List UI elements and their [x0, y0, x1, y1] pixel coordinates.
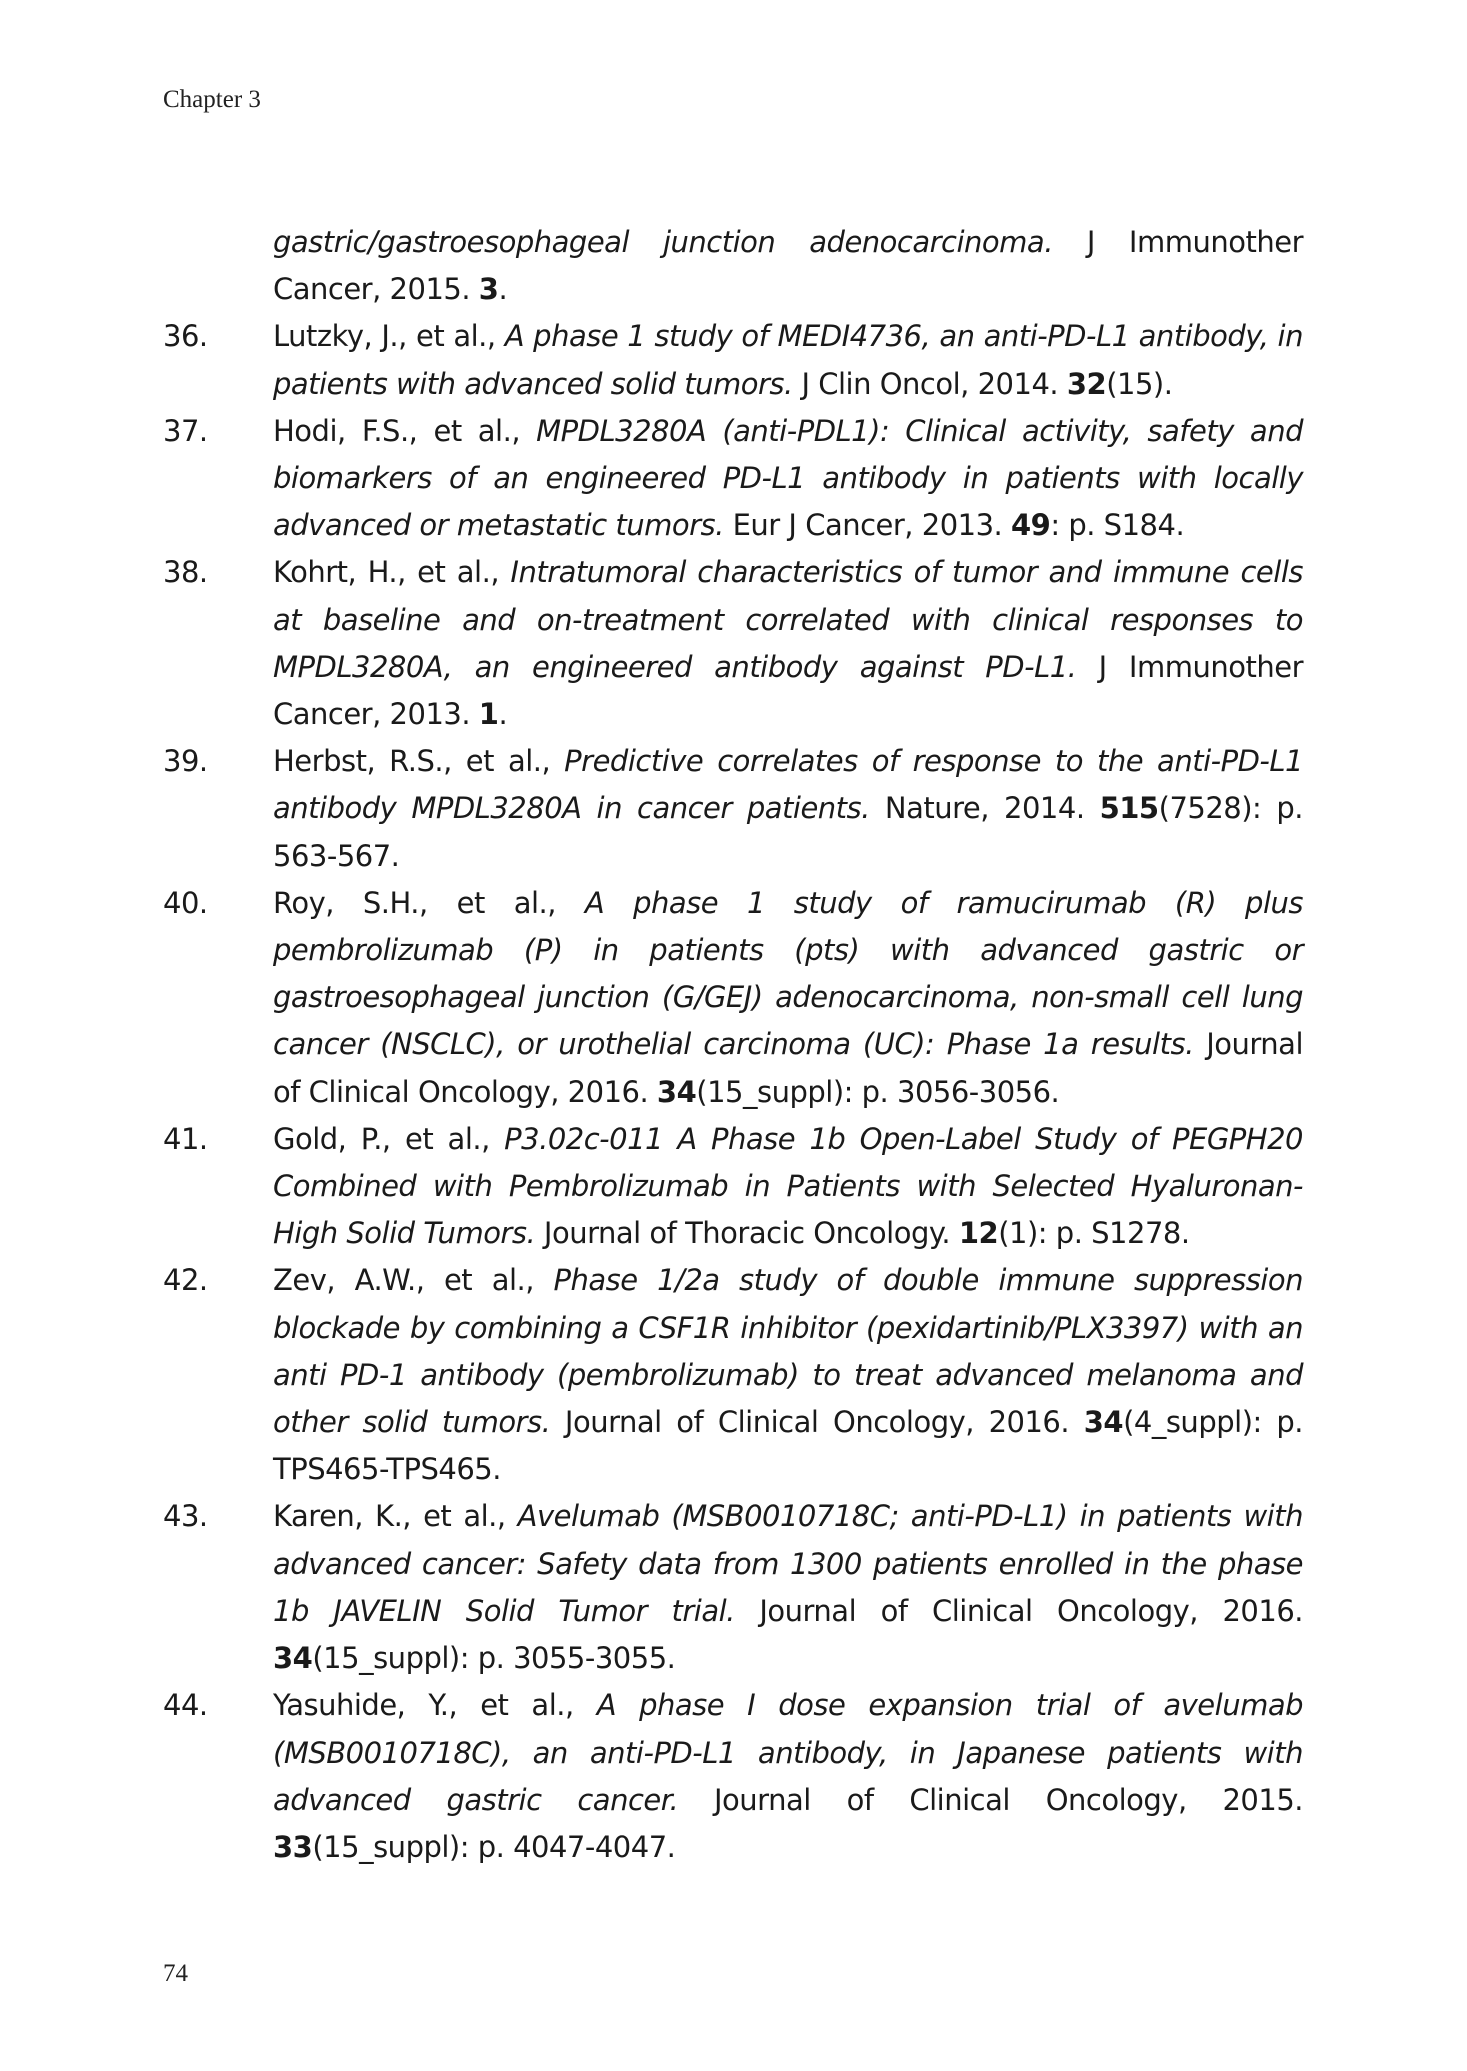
reference-text: [273, 1257, 1303, 1493]
reference-source: J Immunother Cancer, 2015.: [273, 225, 1303, 307]
reference-volume: 33: [273, 1829, 313, 1864]
reference-text: [273, 738, 1303, 880]
reference-text: [273, 1493, 1303, 1682]
reference-source: Journal of Clinical Oncology, 2015.: [678, 1782, 1303, 1817]
reference-source: J Immunother Cancer, 2013.: [273, 649, 1303, 732]
reference-number: 38.: [163, 555, 208, 590]
reference-item: [163, 738, 1303, 880]
reference-authors: Zev, A.W., et al.,: [273, 1263, 554, 1298]
reference-title: A phase 1 study of ramucirumab (R) plus pembrolizumab (P) in patients (pts) with advanced gastric or gastroesophageal junction (G/GEJ) adenocarcinoma, non-small cell lung cancer (NSCLC), or urothelial carcinoma (UC): Phase 1a results.: [273, 885, 1303, 1062]
reference-text: [273, 313, 1303, 407]
reference-number: 39.: [163, 744, 208, 779]
reference-item: [163, 313, 1303, 407]
reference-volume: 34: [1083, 1405, 1124, 1440]
reference-volume: 32: [1066, 366, 1107, 401]
reference-source: Journal of Clinical Oncology, 2016.: [550, 1405, 1084, 1440]
reference-pages: (15).: [1106, 366, 1173, 401]
reference-authors: Kohrt, H., et al.,: [273, 555, 511, 590]
reference-item: [163, 549, 1303, 738]
running-head: Chapter 3: [163, 86, 261, 113]
reference-title: Predictive correlates of response to the anti-PD-L1 antibody MPDL3280A in cancer patients.: [273, 744, 1303, 826]
reference-pages: : p. S184.: [1050, 508, 1185, 543]
reference-volume: 515: [1099, 791, 1159, 826]
reference-authors: Roy, S.H., et al.,: [273, 885, 585, 920]
reference-pages: (15_suppl): p. 3056-3056.: [696, 1074, 1060, 1109]
reference-item: [163, 880, 1303, 1116]
reference-number: 37.: [163, 413, 208, 448]
reference-authors: Gold, P., et al.,: [273, 1121, 505, 1156]
reference-list: [163, 219, 1303, 1871]
reference-source: Nature, 2014.: [869, 791, 1100, 826]
reference-title: Phase 1/2a study of double immune suppression blockade by combining a CSF1R inhibitor (pexidartinib/PLX3397) with an anti PD-1 antibody (pembrolizumab) to treat advanced melanoma and other solid tumors.: [273, 1263, 1303, 1440]
reference-authors: Yasuhide, Y., et al.,: [273, 1688, 597, 1723]
reference-text: [273, 408, 1303, 550]
reference-pages: (15_suppl): p. 4047-4047.: [312, 1829, 676, 1864]
reference-text: [273, 1116, 1303, 1258]
reference-item: [163, 408, 1303, 550]
reference-item: [163, 1257, 1303, 1493]
reference-source: Journal of Clinical Oncology, 2016.: [734, 1593, 1303, 1628]
reference-text: [273, 880, 1303, 1116]
reference-volume: 3: [478, 272, 499, 307]
reference-pages: .: [498, 272, 508, 307]
reference-authors: Herbst, R.S., et al.,: [273, 744, 565, 779]
reference-item: [163, 1493, 1303, 1682]
reference-title: A phase 1 study of MEDI4736, an anti-PD-L1 antibody, in patients with advanced solid tumors.: [273, 319, 1303, 401]
reference-number: 40.: [163, 885, 208, 920]
reference-authors: Karen, K., et al.,: [273, 1499, 518, 1534]
reference-pages: (15_suppl): p. 3055-3055.: [312, 1641, 676, 1676]
reference-volume: 1: [478, 697, 499, 732]
reference-number: 44.: [163, 1688, 208, 1723]
reference-title: MPDL3280A (anti-PDL1): Clinical activity, safety and biomarkers of an engineered PD-L1 antibody in patients with locally advanced or metastatic tumors.: [273, 413, 1303, 543]
reference-source: Eur J Cancer, 2013.: [723, 508, 1011, 543]
reference-title: Avelumab (MSB0010718C; anti-PD-L1) in patients with advanced cancer: Safety data from 1300 patients enrolled in the phase 1b JAVELIN Solid Tumor trial.: [273, 1499, 1303, 1628]
reference-volume: 34: [656, 1074, 697, 1109]
reference-authors: Hodi, F.S., et al.,: [273, 413, 537, 448]
reference-source: Journal of Thoracic Oncology.: [535, 1216, 959, 1251]
reference-number: 43.: [163, 1499, 208, 1534]
reference-volume: 12: [958, 1216, 999, 1251]
reference-volume: 34: [273, 1641, 313, 1676]
reference-number: 41.: [163, 1121, 208, 1156]
reference-pages: .: [498, 697, 508, 732]
reference-pages: (7528): p. 563-567.: [273, 791, 1303, 873]
reference-title: A phase I dose expansion trial of avelumab (MSB0010718C), an anti-PD-L1 antibody, in Japanese patients with advanced gastric cancer.: [273, 1688, 1304, 1817]
reference-text: [273, 549, 1303, 738]
reference-pages: (1): p. S1278.: [998, 1216, 1190, 1251]
reference-pages: (4_suppl): p. TPS465-TPS465.: [273, 1405, 1303, 1487]
reference-item: [163, 1682, 1303, 1871]
reference-title: Intratumoral characteristics of tumor and immune cells at baseline and on-treatment correlated with clinical responses to MPDL3280A, an engineered antibody against PD-L1.: [273, 555, 1303, 684]
reference-item: [163, 219, 1303, 313]
reference-item: [163, 1116, 1303, 1258]
reference-authors: Lutzky, J., et al.,: [273, 319, 505, 354]
reference-text: [273, 219, 1303, 313]
reference-title: P3.02c-011 A Phase 1b Open-Label Study of PEGPH20 Combined with Pembrolizumab in Patients with Selected Hyaluronan-High Solid Tumors.: [273, 1121, 1304, 1251]
reference-text: [273, 1682, 1303, 1871]
reference-number: 36.: [163, 319, 208, 354]
page-number: 74: [163, 1960, 188, 1987]
reference-source: Journal of Clinical Oncology, 2016.: [273, 1027, 1304, 1109]
reference-title: gastric/gastroesophageal junction adenocarcinoma.: [273, 225, 1053, 259]
reference-number: 42.: [163, 1263, 208, 1298]
reference-source: J Clin Oncol, 2014.: [792, 366, 1067, 401]
reference-volume: 49: [1010, 508, 1051, 543]
